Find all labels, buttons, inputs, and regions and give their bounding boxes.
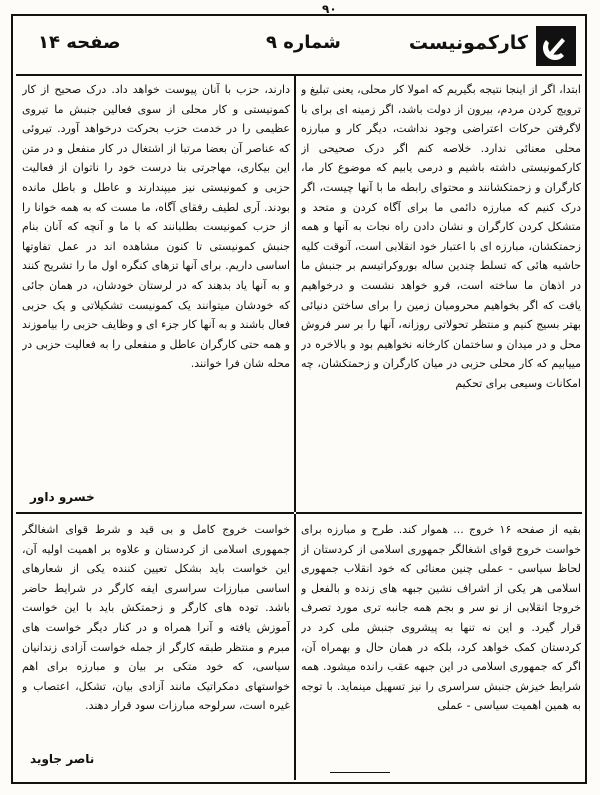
page-number: صفحه ۱۴ <box>38 32 121 53</box>
issue-number: شماره ۹ <box>266 32 341 53</box>
column-divider-bottom <box>294 514 296 780</box>
section-divider-right <box>296 512 582 514</box>
article-column-bottom-right <box>301 520 581 776</box>
hammer-sickle-logo-icon <box>536 26 576 66</box>
bottom-rule <box>330 772 390 773</box>
header-bar <box>16 20 582 76</box>
masthead-title: کارکمونیست <box>408 32 528 54</box>
top-page-mark: ۹۰ <box>322 2 337 16</box>
article-column-top-right <box>301 80 581 506</box>
author-signature: خسرو داور <box>30 490 95 504</box>
article-column-bottom-left <box>22 520 290 752</box>
author-signature: ناصر جاوید <box>30 752 95 766</box>
column-divider-top <box>294 76 296 512</box>
section-divider-left <box>16 512 294 514</box>
article-text: بقیه از صفحه ۱۶ خروج ... هموار کند. طرح و مبارزه برای خواست خروج قوای اشغالگر جمهوری اسلامی از کردستان از لحاظ سیاسی - عملی چنین معنائی که خود انقلاب جمهوری اسلامی هر یکی از اشراف نشین جبهه های زنده و بالفعل و خروجا انقلابی از نو سر و بجم همه جانبه تری مورد تصرف قرار گیرد. و این نه تنها به پیشروی جنبش ملی کرد در کردستان کمک خواهد کرد، بلکه در همان حال و بهمراه آن، اگر که جمهوری اسلامی در این جبهه عقب رانده میشود. همه شرایط خیزش جنبش سراسری را نیز تسهیل مینماید. با توجه به همین اهمیت سیاسی - عملی <box>301 523 581 713</box>
article-text: دارند، حزب با آنان پیوست خواهد داد. درک صحیح از کار کمونیستی و کار محلی از سوی فعالین جنبش ما تیروی عظیمی را در خدمت حزب بحرکت درخواهد آورد. تیروئی که عناصر آن بعضا مرتبا از اشتغال در کار منفعل و در متن این بیکاری، مهاجرتی بنا درست خود را ناتوان از فعالیت حزبی و کمونیستی نیز میپندارند و عاطل و باطل مانده بودند. آری لطیف رفقای آگاه، ما مست که به همه خوانا را از حزب کمونیست بطلبانند که با ما و آنچه که آنان بنام جنبش کمونیستی تا کنون مشاهده اند در عمل تفاوتها اساسی داریم. برای آنها تزهای کنگره اول ما را تشریح کنند و به آنها یاد بدهند که در لرستان خودشان، در همان جائی که خودشان میتوانند یک کمونیست تشکیلاتی و یک حزبی فعال باشند و به آنها کار جزء ای و وظایف حزبی را بیاموزند و همه حتی کارگران عاطل و منفعلی را به فعالیت حزبی در محله شان فرا خوانند. <box>22 83 290 371</box>
article-text: خواست خروج کامل و بی قید و شرط قوای اشغالگر جمهوری اسلامی از کردستان و علاوه بر اهمیت اولیه آن، این خواست باید بشکل تعیین کننده یکی از شعارهای اساسی مبارزات سراسری ایفه کارگر در شرایط حاضر باشد. توده های کارگر و زحمتکش باید با این خواست آموزش یافته و آنرا همراه و در کنار دیگر خواست های مبرم و منتظر طبقه کارگر از جمله خواست آزادی زندانیان سیاسی، که خود متکی بر بیان و مبارزه برای اهم خواستهای دمکراتیک مانند آزادی بیان، تشکل، اعتصاب و غیره است، سرلوحه مبارزات سود قرار دهند. <box>22 523 290 713</box>
article-column-top-left <box>22 80 290 488</box>
article-text: ابتدا، اگر از اینجا نتیجه بگیریم که امولا کار محلی، یعنی تبلیغ و ترویج کردن مردم، بیرون از دولت باشد، اگر زمینه ای برای با لاگرفتن حرکات اعتراضی وجود نداشت، دیگر کار و مبارزه محلی معنائی ندارد. خلاصه کنم اگر درک صحیحی از کارکمونیستی داشته باشیم و درمی یابیم که موضوع کار ما، کارگران و زحمتکشانند و محتوای رابطه ما با آنها چیست، اگر درک کنیم که مبارزه دائمی ما برای آگاه کردن و متحد و متشکل کردن کارگران و نشان دادن راه نجات به آنها و همه زحمتکشان، مبارزه ای با اعتبار خود انقلابی است، آنوقت کلیه حاشیه هائی که تسلط چندین ساله بوروکراتیسم بر جنبش ما در اذهان ما ساخته است، فرو خواهد نشست و درخواهیم یافت که اگر بخواهیم محرومیان زمین را برای ساختن دنیائی بهتر بسیج کنیم و منتظر تحولاتی روزانه، آنها را بر سر فروش محل و در میدان و ساختمان کارخانه نخواهیم بود و بالاخره در مییابیم که کار محلی حزبی در میان کارگران و زحمتکشان، چه امکانات وسیعی برای تحکیم <box>301 83 581 390</box>
